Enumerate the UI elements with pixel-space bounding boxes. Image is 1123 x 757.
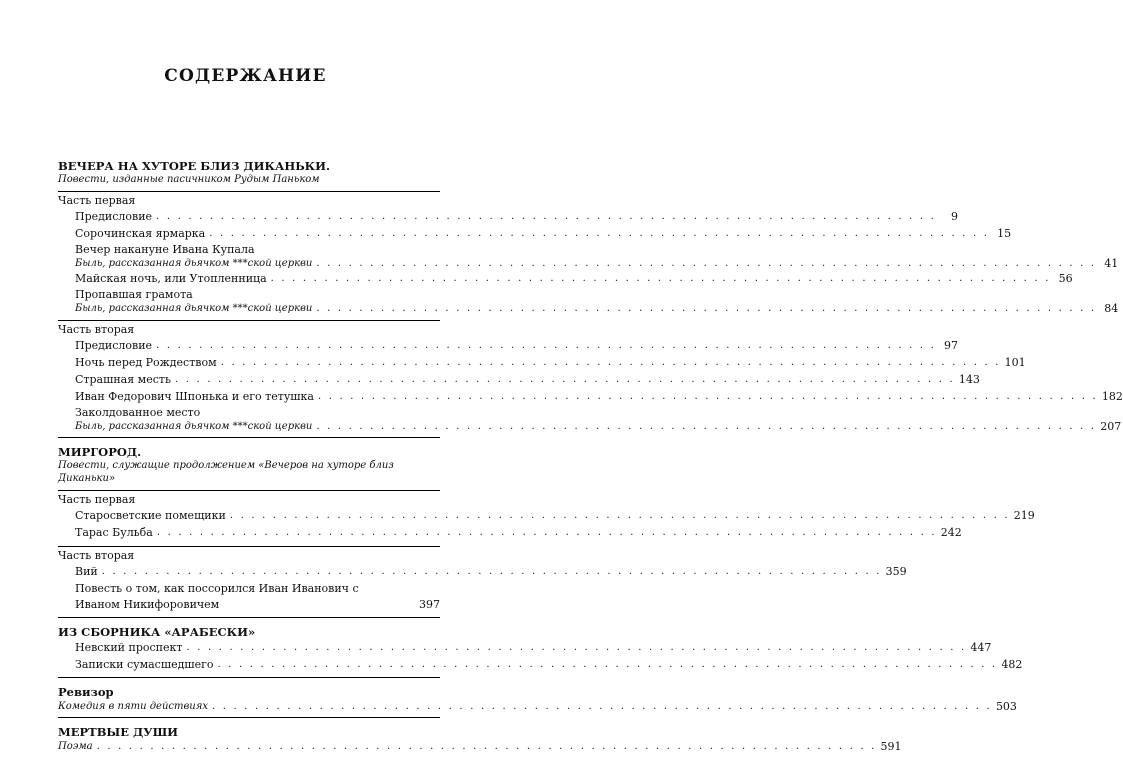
toc-entry[interactable] (75, 564, 907, 580)
entry-subtitle: Быль, рассказанная дьячком ***ской церкви (75, 303, 313, 314)
part-block (58, 546, 907, 613)
page-number: 97 (943, 339, 958, 352)
leader-dots: . . . . . . . . . . . . . . . . . . . . . . . . . . . . . . . . . . . . . . . . . . . . . . . . . . . . . . . . . . . . . . . . . . . . . . . . . (317, 391, 1098, 402)
toc-entry[interactable] (75, 355, 1026, 371)
toc-entry[interactable] (75, 657, 1023, 673)
toc-entry[interactable] (75, 389, 1123, 405)
toc-entry[interactable] (75, 508, 1035, 524)
part-block (58, 490, 1035, 541)
section-title: МИРГОРОД. (58, 445, 142, 459)
toc-entry[interactable] (75, 640, 992, 656)
entry-title: Тарас Бульба (75, 526, 153, 539)
part-label: Часть первая (58, 194, 136, 207)
leader-dots: . . . . . . . . . . . . . . . . . . . . . . . . . . . . . . . . . . . . . . . . . . . . . . . . . . . . . . . . . . . . . . . . . . . . . . . . . (156, 527, 937, 538)
toc-entry[interactable] (75, 372, 980, 388)
leader-dots: . . . . . . . . . . . . . . . . . . . . . . . . . . . . . . . . . . . . . . . . . . . . . . . . . . . . . . . . . . . . . . . . . . . . . . . . . (186, 642, 967, 653)
leader-dots: . . . . . . . . . . . . . . . . . . . . . . . . . . . . . . . . . . . . . . . . . . . . . . . . . . . . . . . . . . . . . . . . . . . . . . . . . (174, 374, 955, 385)
page-number: 359 (885, 565, 907, 578)
part-block (58, 320, 1123, 433)
page-number: 591 (880, 740, 902, 753)
leader-dots: . . . . . . . . . . . . . . . . . . . . . . . . . . . . . . . . . . . . . . . . . . . . . . . . . . . . . . . . . . . . . . . . . . . . . . . . . (156, 211, 936, 222)
leader-dots: . . . . . . . . . . . . . . . . . . . . . . . . . . . . . . . . . . . . . . . . . . . . . . . . . . . . . . . . . . . . . . . . . . . . . . . . . (229, 510, 1010, 521)
entry-subtitle: Быль, рассказанная дьячком ***ской церкви (75, 258, 313, 269)
page-number: 503 (995, 700, 1017, 713)
leader-dots: . . . . . . . . . . . . . . . . . . . . . . . . . . . . . . . . . . . . . . . . . . . . . . . . . . . . . . . . . . . . . . . . . . . . . . . . . (316, 258, 1097, 269)
section-title: МЕРТВЫЕ ДУШИ (58, 725, 179, 739)
part-block (58, 191, 1119, 315)
entry-title: Пропавшая грамота (75, 288, 193, 301)
page-number: 182 (1101, 390, 1123, 403)
leader-dots: . . . . . . . . . . . . . . . . . . . . . . . . . . . . . . . . . . . . . . . . . . . . . . . . . . . . . . . . . . . . . . . . . . . . . . . . . (270, 273, 1051, 284)
entry-title: Майская ночь, или Утопленница (75, 272, 267, 285)
page-number: 207 (1100, 420, 1122, 433)
section-title: Ревизор (58, 685, 114, 699)
toc-entry[interactable] (75, 209, 958, 225)
entry-title: Предисловие (75, 210, 153, 223)
section-revizor (58, 684, 1017, 718)
entry-title: Невский проспект (75, 641, 183, 654)
entry-title: Поэма (58, 741, 93, 752)
section-title: ВЕЧЕРА НА ХУТОРЕ БЛИЗ ДИКАНЬКИ. (58, 159, 331, 173)
leader-dots: . . . . . . . . . . . . . . . . . . . . . . . . . . . . . . . . . . . . . . . . . . . . . . . . . . . . . . . . . . . . . . . . . . . . . . . . . (96, 741, 877, 752)
entry-subtitle: Быль, рассказанная дьячком ***ской церкви (75, 421, 313, 432)
section-subtitle: Повести, служащие продолжением «Вечеров на хуторе близ Диканьки» (58, 460, 394, 484)
toc-entry[interactable] (75, 271, 1073, 287)
entry-title: Записки сумасшедшего (75, 658, 214, 671)
page-number: 397 (419, 598, 440, 611)
leader-dots: . . . . . . . . . . . . . . . . . . . . . . . . . . . . . . . . . . . . . . . . . . . . . . . . . . . . . . . . . . . . . . . . . . . . . . . . . (220, 357, 1001, 368)
page-number: 219 (1013, 509, 1035, 522)
page-number: 242 (940, 526, 962, 539)
toc-entry[interactable] (75, 288, 1119, 315)
entry-title: Ночь перед Рождеством (75, 356, 217, 369)
leader-dots: . . . . . . . . . . . . . . . . . . . . . . . . . . . . . . . . . . . . . . . . . . . . . . . . . . . . . . . . . . . . . . . . . . . . . . . . . (209, 228, 990, 239)
part-label: Часть первая (58, 493, 136, 506)
leader-dots: . . . . . . . . . . . . . . . . . . . . . . . . . . . . . . . . . . . . . . . . . . . . . . . . . . . . . . . . . . . . . . . . . . . . . . . . . (217, 659, 998, 670)
toc-entry[interactable] (75, 406, 1122, 433)
entry-title: Страшная месть (75, 373, 171, 386)
entry-title: Заколдованное место (75, 406, 201, 419)
section-subtitle: Повести, изданные пасичником Рудым Паньком (58, 174, 320, 185)
page-number: 482 (1001, 658, 1023, 671)
part-label: Часть вторая (58, 549, 135, 562)
leader-dots: . . . . . . . . . . . . . . . . . . . . . . . . . . . . . . . . . . . . . . . . . . . . . . . . . . . . . . . . . . . . . . . . . . . . . . . . . (156, 340, 936, 351)
page-number: 9 (950, 210, 958, 223)
entry-title: Комедия в пяти действиях (58, 701, 209, 712)
part-label: Часть вторая (58, 323, 135, 336)
toc-entry[interactable] (75, 338, 958, 354)
page-number: 143 (958, 373, 980, 386)
section-mertvye-dushi (58, 724, 902, 757)
toc-entry[interactable] (75, 226, 1012, 242)
leader-dots: . . . . . . . . . . . . . . . . . . . . . . . . . . . . . . . . . . . . . . . . . . . . . . . . . . . . . . . . . . . . . . . . . . . . . . . . . (316, 303, 1097, 314)
toc-entry[interactable] (75, 525, 962, 541)
toc-entry[interactable] (58, 700, 1017, 713)
entry-title: Вечер накануне Ивана Купала (75, 243, 255, 256)
page-number: 41 (1104, 257, 1119, 270)
table-of-contents (58, 158, 1123, 757)
toc-entry[interactable] (75, 243, 1119, 270)
page-number: 15 (997, 227, 1012, 240)
page-number: 84 (1104, 302, 1119, 315)
leader-dots: . . . . . . . . . . . . . . . . . . . . . . . . . . . . . . . . . . . . . . . . . . . . . . . . . . . . . . . . . . . . . . . . . . . . . . . . . (101, 566, 882, 577)
section-arabeski (58, 624, 1023, 678)
page-number: 101 (1004, 356, 1026, 369)
entry-title: Предисловие (75, 339, 153, 352)
page-number: 447 (970, 641, 992, 654)
toc-entry[interactable] (75, 581, 440, 613)
leader-dots: . . . . . . . . . . . . . . . . . . . . . . . . . . . . . . . . . . . . . . . . . . . . . . . . . . . . . . . . . . . . . . . . . . . . . . . . . (212, 701, 992, 712)
toc-entry[interactable] (58, 740, 902, 753)
entry-title: Вий (75, 565, 98, 578)
entry-title: Сорочинская ярмарка (75, 227, 206, 240)
entry-title: Старосветские помещики (75, 509, 226, 522)
section-title: ИЗ СБОРНИКА «АРАБЕСКИ» (58, 625, 256, 639)
section-dikanka (58, 158, 1123, 438)
page-number: 56 (1058, 272, 1073, 285)
entry-title: Иван Федорович Шпонька и его тетушка (75, 390, 314, 403)
leader-dots: . . . . . . . . . . . . . . . . . . . . . . . . . . . . . . . . . . . . . . . . . . . . . . . . . . . . . . . . . . . . . . . . . . . . . . . . . (316, 421, 1097, 432)
page-title: СОДЕРЖАНИЕ (164, 66, 327, 86)
section-mirgorod (58, 444, 1035, 618)
entry-title: Повесть о том, как поссорился Иван Иванович с Иваном Никифоровичем (75, 582, 359, 611)
